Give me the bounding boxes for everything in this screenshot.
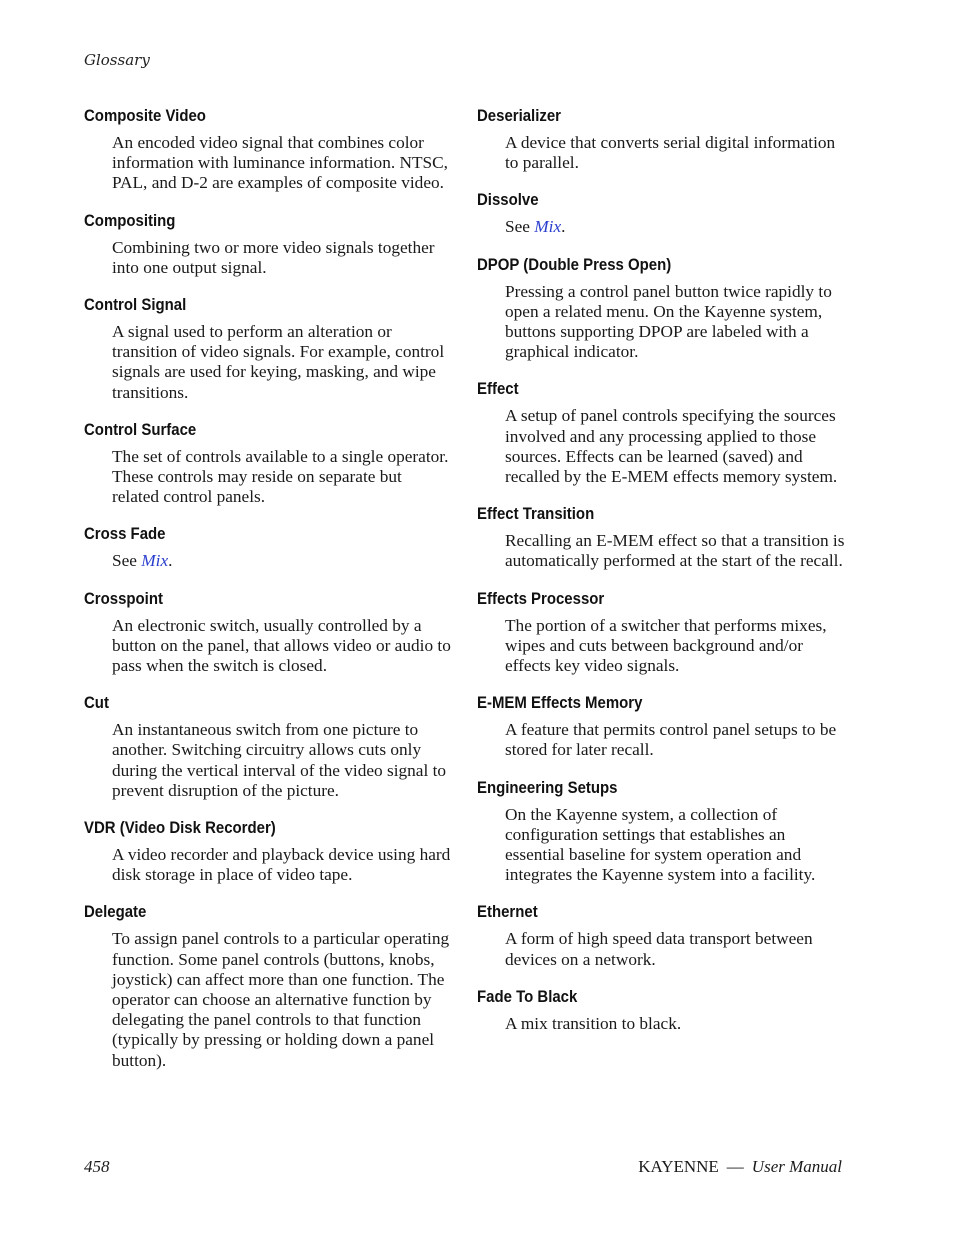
glossary-definition: A form of high speed data transport between devices on a network.: [505, 929, 813, 969]
glossary-definition: An instantaneous switch from one picture to another. Switching circuitry allows cuts only during the vertical interval of the video signal to prevent disruption of the picture.: [112, 720, 447, 800]
glossary-term: Composite Video: [84, 106, 206, 125]
glossary-definition: Recalling an E-MEM effect so that a transition is automatically performed at the start of the recall.: [505, 531, 845, 571]
glossary-term: Effect Transition: [477, 504, 595, 524]
glossary-definition: Combining two or more video signals together into one output signal.: [112, 237, 435, 277]
see-prefix: See: [505, 217, 535, 237]
glossary-entry: [477, 693, 845, 760]
glossary-entry: [477, 504, 845, 571]
glossary-term: Dissolve: [477, 190, 539, 210]
glossary-entry: [84, 420, 452, 508]
glossary-entry: [84, 818, 452, 885]
see-suffix: .: [561, 217, 566, 237]
glossary-entry: [477, 106, 845, 173]
page-number: 458: [84, 1157, 110, 1176]
glossary-column-left: [84, 106, 452, 1088]
glossary-term: Cut: [84, 693, 109, 713]
glossary-term: Control Surface: [84, 419, 197, 439]
glossary-term: Deserializer: [477, 106, 561, 125]
running-header: Glossary: [84, 51, 150, 69]
glossary-entry: [84, 524, 452, 571]
see-suffix: .: [168, 551, 173, 571]
glossary-definition: A signal used to perform an alteration or transition of video signals. For example, control signals are used for keying, masking, and wipe transitions.: [112, 322, 445, 402]
glossary-term: Fade To Black: [477, 986, 578, 1006]
glossary-entry: [84, 693, 452, 801]
glossary-definition: An electronic switch, usually controlled by a button on the panel, that allows video or audio to pass when the switch is closed.: [112, 615, 451, 676]
glossary-entry: [477, 902, 845, 969]
glossary-term: E-MEM Effects Memory: [477, 693, 643, 713]
glossary-definition: On the Kayenne system, a collection of configuration settings that establishes an essential baseline for system operation and integrates the Kayenne system into a facility.: [505, 804, 816, 885]
glossary-entry: [477, 778, 845, 886]
glossary-entry: [84, 295, 452, 403]
glossary-entry: [84, 902, 452, 1070]
glossary-term: Engineering Setups: [477, 777, 618, 797]
glossary-term: Control Signal: [84, 295, 187, 315]
glossary-term: Effects Processor: [477, 588, 605, 608]
glossary-term: Cross Fade: [84, 524, 166, 544]
glossary-definition: The portion of a switcher that performs mixes, wipes and cuts between background and/or effects key video signals.: [505, 615, 827, 676]
glossary-term: DPOP (Double Press Open): [477, 254, 672, 274]
glossary-definition: To assign panel controls to a particular operating function. Some panel controls (buttons, knobs, joystick) can affect more than one function. The operator can choose an alternative function by delegating the panel controls to that function (typically by pressing or holding down a panel button).: [112, 929, 450, 1070]
product-name: KAYENNE: [638, 1157, 719, 1176]
glossary-term: Ethernet: [477, 902, 538, 922]
glossary-entry: [84, 106, 452, 194]
glossary-entry: [477, 190, 845, 237]
glossary-definition: Pressing a control panel button twice rapidly to open a related menu. On the Kayenne system, buttons supporting DPOP are labeled with a graphical indicator.: [505, 281, 832, 362]
glossary-entry: [477, 255, 845, 363]
manual-title: User Manual: [751, 1157, 842, 1176]
glossary-term: Delegate: [84, 902, 147, 922]
glossary-definition: A setup of panel controls specifying the sources involved and any processing applied to those sources. Effects can be learned (saved) and recalled by the E-MEM effects memory system.: [505, 406, 838, 487]
glossary-term: Compositing: [84, 210, 176, 230]
glossary-entry: [84, 589, 452, 677]
glossary-definition: [112, 551, 452, 571]
glossary-entry: [477, 589, 845, 677]
glossary-column-right: [477, 106, 845, 1051]
glossary-entry: [477, 379, 845, 487]
glossary-definition: The set of controls available to a single operator. These controls may reside on separate but related control panels.: [112, 446, 449, 507]
glossary-definition: A video recorder and playback device using hard disk storage in place of video tape.: [112, 845, 451, 885]
glossary-definition: [505, 217, 845, 237]
running-footer: [638, 1157, 842, 1177]
glossary-entry: [477, 987, 845, 1034]
footer-separator: —: [726, 1157, 744, 1176]
glossary-term: Crosspoint: [84, 588, 163, 608]
cross-reference-link-mix[interactable]: Mix: [534, 217, 562, 237]
see-prefix: See: [112, 551, 142, 571]
glossary-definition: An encoded video signal that combines color information with luminance information. NTSC, PAL, and D-2 are examples of composite video.: [112, 133, 448, 193]
glossary-term: VDR (Video Disk Recorder): [84, 818, 276, 838]
glossary-entry: [84, 211, 452, 278]
glossary-term: Effect: [477, 379, 519, 399]
glossary-definition: A mix transition to black.: [505, 1013, 682, 1033]
glossary-definition: A device that converts serial digital information to parallel.: [505, 133, 836, 173]
cross-reference-link-mix[interactable]: Mix: [141, 551, 169, 571]
glossary-definition: A feature that permits control panel setups to be stored for later recall.: [505, 720, 837, 760]
